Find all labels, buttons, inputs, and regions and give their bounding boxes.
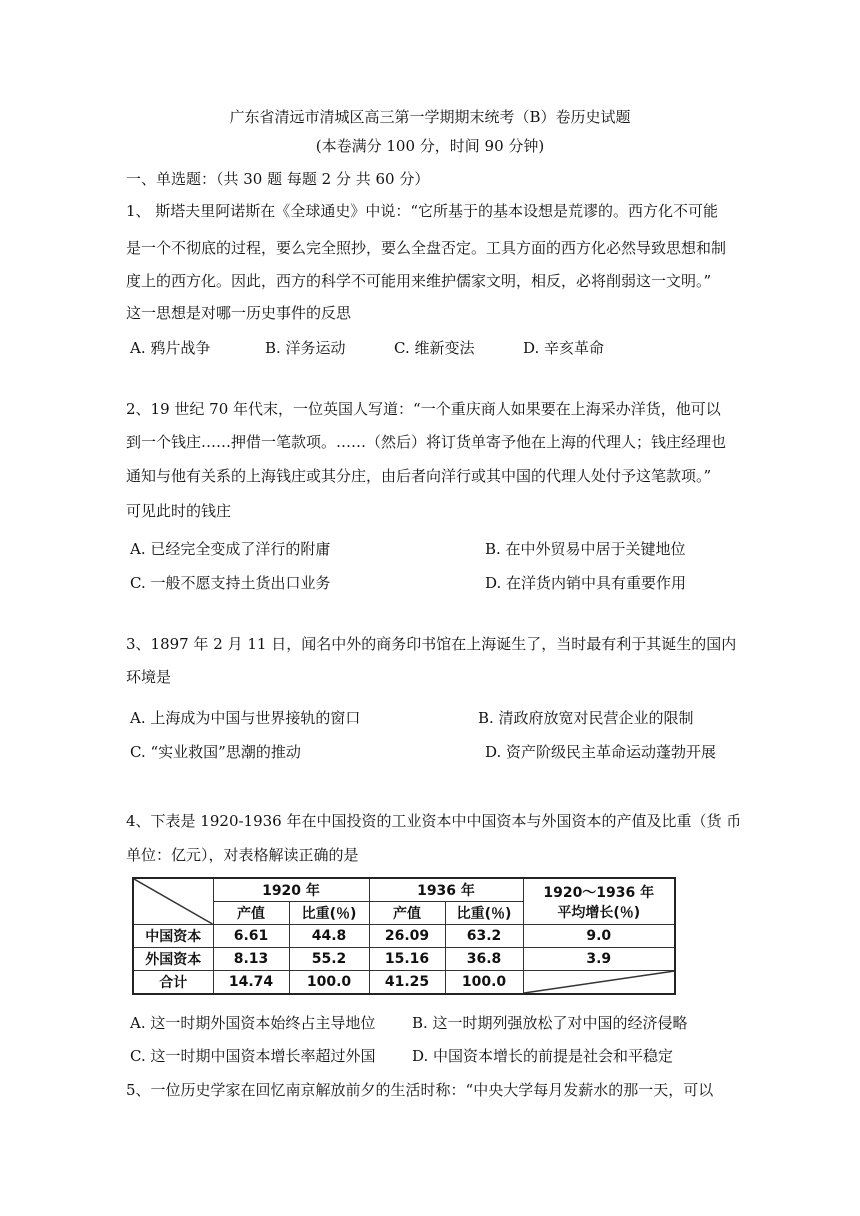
question-text-line: 3、1897 年 2 月 11 日，闻名中外的商务印书馆在上海诞生了，当时最有利于其诞生的国内	[126, 635, 737, 653]
question-text-line: 2、19 世纪 70 年代末，一位英国人写道：“一个重庆商人如果要在上海采办洋货，他可以	[126, 400, 721, 418]
table-row-label: 合计	[133, 971, 213, 995]
option-d: D. 资产阶级民主革命运动蓬勃开展	[485, 743, 717, 761]
table-cell: 63.2	[445, 925, 523, 948]
table-cell: 14.74	[213, 971, 289, 995]
table-header-value: 产值	[369, 902, 445, 925]
option-d: D. 在洋货内销中具有重要作用	[485, 574, 687, 592]
table-cell: 55.2	[289, 948, 369, 971]
table-corner-cell	[133, 878, 213, 925]
table-header-value: 产值	[213, 902, 289, 925]
option-d: D. 中国资本增长的前提是社会和平稳定	[412, 1047, 674, 1065]
question-text-line: 度上的西方化。因此，西方的科学不可能用来维护儒家文明，相反，必将削弱这一文明。”	[126, 272, 712, 290]
table-header-share: 比重(％)	[289, 902, 369, 925]
option-c: C. 一般不愿支持土货出口业务	[130, 574, 331, 592]
section-label: 一、单选题：（共 30 题 每题 2 分 共 60 分）	[126, 170, 430, 188]
table-cell: 100.0	[289, 971, 369, 995]
table-cell: 8.13	[213, 948, 289, 971]
question-text-line: 1、 斯塔夫里阿诺斯在《全球通史》中说：“它所基于的基本设想是荒谬的。西方化不可能	[126, 202, 718, 220]
table-cell: 9.0	[523, 925, 675, 948]
question-text-line: 单位：亿元），对表格解读正确的是	[126, 846, 359, 864]
table-header-year-1920: 1920 年	[213, 878, 369, 902]
page-title: 广东省清远市清城区高三第一学期期末统考（B）卷历史试题	[229, 108, 631, 126]
table-cell: 6.61	[213, 925, 289, 948]
question-text-line: 通知与他有关系的上海钱庄或其分庄，由后者向洋行或其中国的代理人处付予这笔款项。”	[126, 467, 712, 485]
table-cell: 100.0	[445, 971, 523, 995]
option-a: A. 鸦片战争	[130, 339, 211, 357]
table-cell: 3.9	[523, 948, 675, 971]
table-header-share: 比重(％)	[445, 902, 523, 925]
table-cell: 15.16	[369, 948, 445, 971]
table-cell: 41.25	[369, 971, 445, 995]
growth-header-line: 平均增长(％)	[557, 904, 641, 921]
question-text-line: 环境是	[126, 668, 172, 686]
option-c: C. “实业救国”思潮的推动	[130, 743, 301, 761]
option-b: B. 在中外贸易中居于关键地位	[485, 540, 686, 558]
growth-header-line: 1920～1936 年	[543, 884, 655, 901]
question-text-line: 5、一位历史学家在回忆南京解放前夕的生活时称：“中央大学每月发薪水的那一天，可以	[126, 1081, 714, 1099]
option-c: C. 这一时期中国资本增长率超过外国	[130, 1047, 376, 1065]
table-header-growth	[523, 878, 675, 925]
data-table	[132, 877, 676, 995]
option-b: B. 洋务运动	[265, 339, 346, 357]
table-row-label: 外国资本	[133, 948, 213, 971]
option-b: B. 这一时期列强放松了对中国的经济侵略	[412, 1014, 688, 1032]
option-d: D. 辛亥革命	[523, 339, 605, 357]
table-header-year-1936: 1936 年	[369, 878, 523, 902]
option-a: A. 上海成为中国与世界接轨的窗口	[130, 709, 361, 727]
table-row	[133, 948, 675, 971]
question-text-line: 这一思想是对哪一历史事件的反思	[126, 304, 352, 322]
table-row	[133, 971, 675, 995]
question-text-line: 是一个不彻底的过程，要么完全照抄，要么全盘否定。工具方面的西方化必然导致思想和制	[126, 239, 727, 257]
option-b: B. 清政府放宽对民营企业的限制	[478, 709, 694, 727]
table-cell: 44.8	[289, 925, 369, 948]
table-header-row	[133, 878, 675, 902]
table-row	[133, 925, 675, 948]
question-text-line: 4、下表是 1920-1936 年在中国投资的工业资本中中国资本与外国资本的产值及比重（货 币	[126, 812, 742, 830]
option-a: A. 已经完全变成了洋行的附庸	[130, 540, 331, 558]
table-cell: 26.09	[369, 925, 445, 948]
question-text-line: 到一个钱庄……押借一笔款项。……（然后）将订货单寄予他在上海的代理人；钱庄经理也	[126, 433, 727, 451]
question-text-line: 可见此时的钱庄	[126, 502, 232, 520]
table-empty-diagonal-cell	[523, 971, 675, 995]
table-row-label: 中国资本	[133, 925, 213, 948]
table-cell: 36.8	[445, 948, 523, 971]
page-subtitle: (本卷满分 100 分，时间 90 分钟)	[315, 137, 545, 155]
option-a: A. 这一时期外国资本始终占主导地位	[130, 1014, 376, 1032]
option-c: C. 维新变法	[394, 339, 475, 357]
